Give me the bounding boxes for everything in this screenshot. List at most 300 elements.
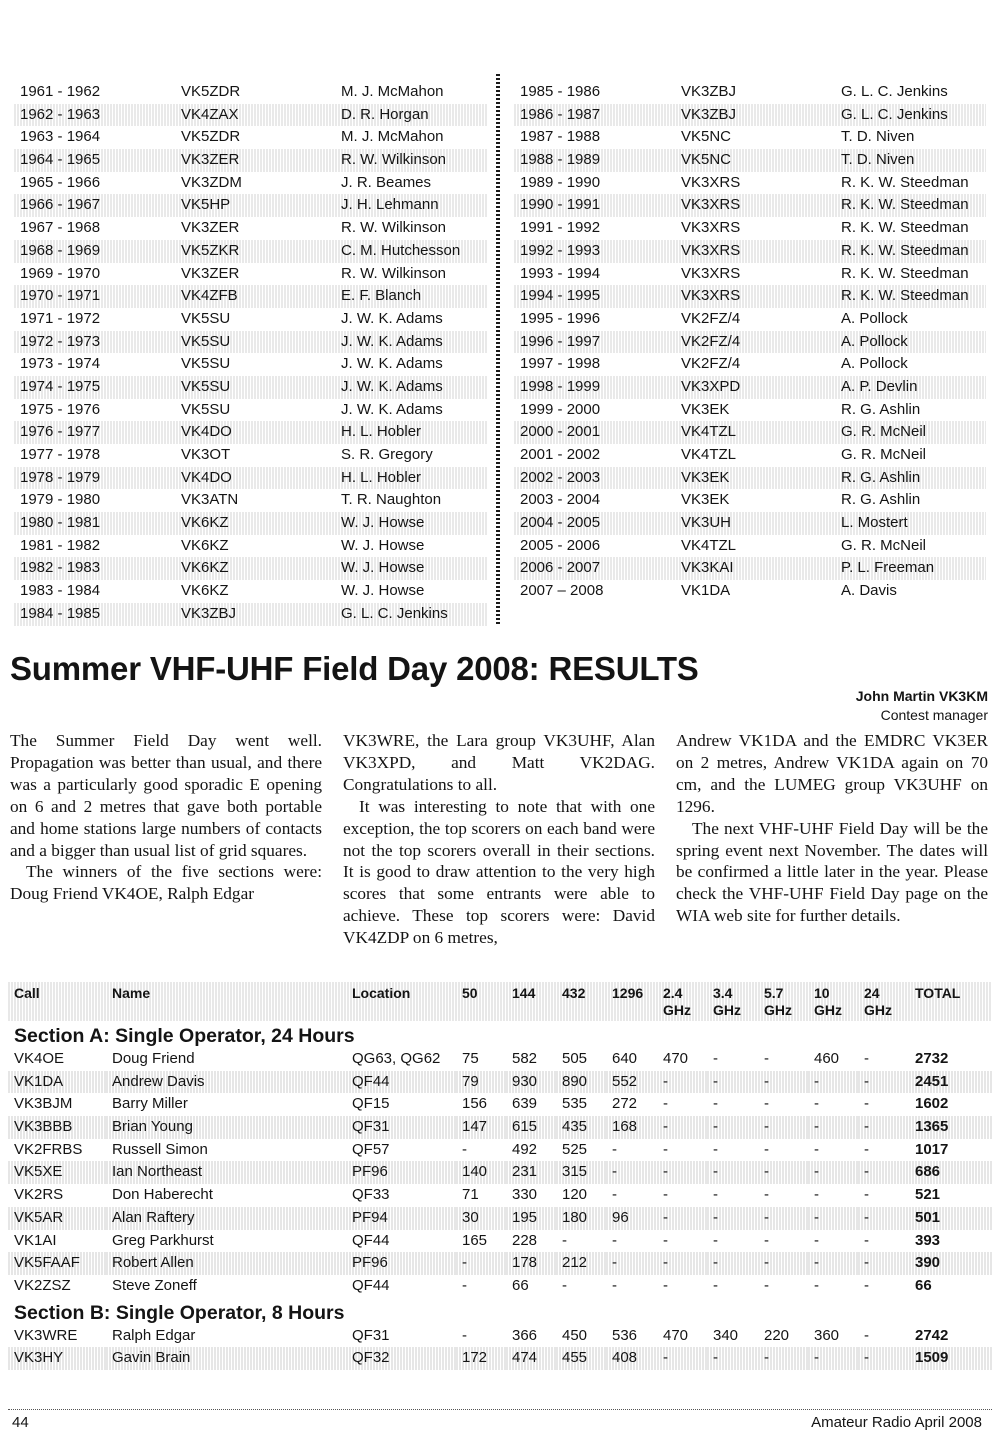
history-years: 1963 - 1964 — [20, 128, 101, 146]
history-name: G. L. C. Jenkins — [841, 105, 948, 123]
history-callsign: VK3UH — [681, 514, 732, 532]
score-cell: 474 — [506, 1347, 556, 1370]
score-cell: 639 — [512, 1095, 538, 1113]
history-row — [514, 399, 986, 422]
score-cell: 180 — [556, 1207, 606, 1230]
score-cell: - — [858, 1252, 909, 1275]
score-cell: 366 — [512, 1326, 538, 1344]
score-cell: 147 — [456, 1116, 506, 1139]
article-column-2 — [343, 730, 655, 949]
score-cell: - — [707, 1071, 758, 1094]
score-cell: 168 — [606, 1116, 657, 1139]
paragraph: VK3WRE, the Lara group VK3UHF, Alan VK3XPD, and Matt VK2DAG. Congratulations to all. — [343, 731, 655, 794]
score-cell: 165 — [462, 1231, 488, 1249]
paragraph: The winners of the five sections were: Doug Friend VK4OE, Ralph Edgar — [10, 862, 322, 904]
page-number: 44 — [12, 1414, 29, 1431]
history-callsign: VK3ZDM — [181, 173, 242, 191]
callsign-cell: VK2FRBS — [14, 1140, 83, 1158]
history-years: 1999 - 2000 — [520, 400, 601, 418]
history-row — [514, 557, 986, 580]
history-callsign: VK6KZ — [181, 514, 229, 532]
score-cell: - — [758, 1071, 808, 1094]
history-years: 1983 - 1984 — [20, 582, 101, 600]
score-cell: - — [707, 1161, 758, 1184]
score-cell: 360 — [814, 1326, 840, 1344]
history-row — [14, 489, 488, 512]
history-callsign: VK3ZBJ — [681, 83, 737, 100]
score-cell: 525 — [562, 1140, 588, 1158]
history-name: J. W. K. Adams — [341, 355, 443, 373]
history-row — [14, 353, 488, 376]
history-row — [514, 421, 986, 444]
column-header: Location — [352, 985, 411, 1001]
history-row — [514, 172, 986, 195]
score-cell: 890 — [556, 1071, 606, 1094]
score-cell: - — [663, 1276, 668, 1294]
history-years: 1964 - 1965 — [20, 151, 101, 169]
author-block — [856, 687, 988, 725]
history-years: 1997 - 1998 — [520, 355, 601, 373]
score-cell: 30 — [456, 1207, 506, 1230]
history-years: 1966 - 1967 — [20, 196, 101, 214]
table-row — [8, 1184, 992, 1207]
history-name: T. R. Naughton — [341, 491, 442, 509]
locator-cell: QF31 — [346, 1116, 456, 1139]
score-cell: - — [707, 1207, 758, 1230]
callsign-cell: VK5FAAF — [8, 1252, 106, 1275]
operator-name-cell: Greg Parkhurst — [112, 1231, 214, 1249]
article-column-3 — [676, 730, 988, 949]
article-column-1 — [10, 730, 322, 949]
total-cell: 2742 — [915, 1326, 949, 1344]
score-cell: - — [456, 1252, 506, 1275]
history-callsign: VK3ZER — [181, 151, 240, 169]
total-cell: 2451 — [909, 1071, 992, 1094]
score-cell: - — [657, 1207, 707, 1230]
score-cell: - — [858, 1071, 909, 1094]
paragraph: The Summer Field Day went well. Propagation was better than usual, and there was a particularly good sporadic E opening on 6 and 2 metres that gave both portable and home stations large numbers of contacts and a bigger than usual list of grid squares. — [10, 731, 322, 860]
score-cell: - — [808, 1071, 858, 1094]
history-name: T. D. Niven — [841, 128, 915, 146]
history-years: 1979 - 1980 — [20, 491, 101, 509]
score-cell: 408 — [606, 1347, 657, 1370]
score-cell: - — [808, 1116, 858, 1139]
history-row — [514, 535, 986, 558]
operator-name-cell: Alan Raftery — [106, 1207, 346, 1230]
results-header-row — [8, 982, 992, 1021]
history-row — [14, 421, 488, 444]
score-cell: - — [606, 1252, 657, 1275]
history-row — [14, 104, 488, 127]
results-table — [8, 982, 992, 1370]
column-header: 144 — [512, 985, 536, 1001]
history-row — [14, 603, 488, 626]
history-years: 2005 - 2006 — [520, 536, 601, 554]
history-years: 1984 - 1985 — [20, 604, 101, 622]
history-name: J. H. Lehmann — [341, 196, 439, 214]
history-years: 1978 - 1979 — [20, 468, 101, 486]
total-cell: 66 — [915, 1276, 932, 1294]
history-years: 1962 - 1963 — [20, 105, 101, 123]
column-header: Call — [14, 985, 40, 1001]
history-years: 1985 - 1986 — [520, 83, 601, 100]
callsign-cell: VK1AI — [14, 1231, 57, 1249]
callsign-cell: VK4OE — [14, 1050, 65, 1067]
score-cell: - — [864, 1326, 869, 1344]
history-years: 1989 - 1990 — [520, 173, 601, 191]
score-cell: - — [864, 1140, 869, 1158]
locator-cell: PF94 — [346, 1207, 456, 1230]
history-row — [514, 353, 986, 376]
history-name: G. L. C. Jenkins — [341, 604, 448, 622]
history-callsign: VK4DO — [181, 468, 232, 486]
history-row — [14, 535, 488, 558]
history-callsign: VK2FZ/4 — [681, 332, 741, 350]
total-cell: 1509 — [909, 1347, 992, 1370]
history-row — [14, 217, 488, 240]
history-row — [14, 194, 488, 217]
history-name: J. W. K. Adams — [341, 332, 443, 350]
operator-name-cell: Brian Young — [106, 1116, 346, 1139]
total-cell: 1602 — [915, 1095, 949, 1113]
score-cell: - — [864, 1050, 869, 1067]
history-name: H. L. Hobler — [341, 423, 422, 441]
history-years: 1987 - 1988 — [520, 128, 601, 146]
operator-name-cell: Andrew Davis — [106, 1071, 346, 1094]
history-row — [14, 580, 488, 603]
score-cell: 505 — [562, 1050, 588, 1067]
history-years: 1976 - 1977 — [20, 423, 101, 441]
history-row — [514, 512, 986, 535]
history-callsign: VK3EK — [681, 468, 730, 486]
score-cell: - — [758, 1252, 808, 1275]
history-row — [514, 489, 986, 512]
history-name: W. J. Howse — [341, 514, 425, 532]
score-cell: - — [764, 1186, 769, 1204]
history-years: 1980 - 1981 — [20, 514, 101, 532]
locator-cell: QF31 — [352, 1326, 390, 1344]
callsign-cell: VK3BJM — [14, 1095, 73, 1113]
history-name: J. W. K. Adams — [341, 309, 443, 327]
locator-cell: QF15 — [352, 1095, 390, 1113]
history-years: 1996 - 1997 — [520, 332, 601, 350]
history-callsign: VK3XRS — [681, 287, 741, 305]
history-name: A. Pollock — [841, 332, 908, 350]
history-name: J. W. K. Adams — [341, 377, 443, 395]
column-header: 10 GHz — [814, 985, 842, 1018]
score-cell: 330 — [512, 1186, 538, 1204]
history-years: 2002 - 2003 — [520, 468, 601, 486]
history-callsign: VK3XPD — [681, 377, 741, 395]
locator-cell: QF44 — [352, 1231, 390, 1249]
score-cell: - — [758, 1116, 808, 1139]
table-row — [8, 1325, 992, 1348]
history-row — [14, 81, 488, 104]
history-row — [14, 172, 488, 195]
score-cell: 231 — [506, 1161, 556, 1184]
score-cell: 272 — [612, 1095, 638, 1113]
score-cell: - — [808, 1207, 858, 1230]
history-callsign: VK5SU — [181, 332, 231, 350]
history-callsign: VK5NC — [681, 151, 732, 169]
score-cell: 75 — [462, 1050, 479, 1067]
history-years: 1973 - 1974 — [20, 355, 101, 373]
history-years: 2003 - 2004 — [520, 491, 601, 509]
history-years: 1981 - 1982 — [20, 536, 101, 554]
history-name: G. R. McNeil — [841, 446, 927, 463]
locator-cell: QF44 — [346, 1071, 456, 1094]
history-years: 1998 - 1999 — [520, 377, 601, 395]
score-cell: - — [814, 1186, 819, 1204]
history-callsign: VK5SU — [181, 400, 231, 418]
locator-cell: PF96 — [346, 1161, 456, 1184]
history-callsign: VK6KZ — [181, 559, 229, 577]
history-row — [514, 331, 986, 354]
history-years: 1991 - 1992 — [520, 219, 601, 237]
history-name: R. W. Wilkinson — [341, 151, 447, 169]
score-cell: - — [814, 1231, 819, 1249]
history-years: 1970 - 1971 — [20, 287, 101, 305]
history-name: R. G. Ashlin — [841, 468, 921, 486]
score-cell: - — [764, 1276, 769, 1294]
table-row — [8, 1161, 992, 1184]
locator-cell: QG63, QG62 — [352, 1050, 441, 1067]
score-cell: - — [808, 1347, 858, 1370]
callsign-cell: VK5XE — [8, 1161, 106, 1184]
score-cell: - — [764, 1140, 769, 1158]
score-cell: - — [657, 1071, 707, 1094]
history-years: 1965 - 1966 — [20, 173, 101, 191]
operator-name-cell: Robert Allen — [106, 1252, 346, 1275]
score-cell: 470 — [663, 1326, 689, 1344]
column-header: 5.7 GHz — [764, 985, 792, 1018]
history-callsign: VK3XRS — [681, 241, 741, 259]
history-name: W. J. Howse — [341, 582, 425, 600]
score-cell: - — [713, 1050, 718, 1067]
score-cell: - — [758, 1207, 808, 1230]
column-header: 432 — [562, 985, 586, 1001]
history-years: 1990 - 1991 — [520, 196, 601, 214]
total-cell: 1017 — [915, 1140, 949, 1158]
score-cell: - — [713, 1095, 718, 1113]
history-name: A. Pollock — [841, 355, 908, 373]
score-cell: - — [663, 1140, 668, 1158]
history-name: R. W. Wilkinson — [341, 219, 447, 237]
column-divider — [496, 74, 500, 626]
history-row — [14, 308, 488, 331]
history-name: P. L. Freeman — [841, 559, 935, 577]
history-row — [514, 217, 986, 240]
history-row — [14, 557, 488, 580]
score-cell: - — [858, 1161, 909, 1184]
history-name: G. R. McNeil — [841, 423, 927, 441]
history-name: M. J. McMahon — [341, 83, 444, 100]
section-b-heading: Section B: Single Operator, 8 Hours — [14, 1301, 345, 1324]
score-cell: - — [808, 1161, 858, 1184]
history-row — [14, 399, 488, 422]
callsign-cell: VK1DA — [8, 1071, 106, 1094]
history-years: 1967 - 1968 — [20, 219, 101, 237]
score-cell: 615 — [506, 1116, 556, 1139]
history-name: L. Mostert — [841, 514, 908, 532]
score-cell: - — [707, 1116, 758, 1139]
history-callsign: VK3XRS — [681, 173, 741, 191]
paragraph: The next VHF-UHF Field Day will be the spring event next November. The dates will be confirmed a little later in the year. Please check the VHF-UHF Field Day page on the WIA web site for further details. — [676, 818, 988, 926]
operator-name-cell: Doug Friend — [112, 1050, 195, 1067]
score-cell: - — [713, 1276, 718, 1294]
history-years: 1992 - 1993 — [520, 241, 601, 259]
history-callsign: VK6KZ — [181, 582, 229, 600]
score-cell: - — [612, 1186, 617, 1204]
history-callsign: VK2FZ/4 — [681, 309, 741, 327]
score-cell: 930 — [506, 1071, 556, 1094]
score-cell: - — [814, 1276, 819, 1294]
history-years: 1995 - 1996 — [520, 309, 601, 327]
paragraph: Andrew VK1DA and the EMDRC VK3ER on 2 metres, Andrew VK1DA again on 70 cm, and the LUMEG group VK3UHF on 1296. — [676, 731, 988, 816]
callsign-cell: VK5AR — [8, 1207, 106, 1230]
history-name: R. G. Ashlin — [841, 400, 921, 418]
operator-name-cell: Ralph Edgar — [112, 1326, 196, 1344]
history-row — [14, 285, 488, 308]
score-cell: - — [612, 1231, 617, 1249]
locator-cell: QF57 — [352, 1140, 390, 1158]
score-cell: - — [707, 1252, 758, 1275]
score-cell: 435 — [556, 1116, 606, 1139]
score-cell: - — [713, 1231, 718, 1249]
history-name: R. K. W. Steedman — [841, 196, 969, 214]
table-row — [8, 1093, 992, 1116]
score-cell: - — [764, 1050, 769, 1067]
table-row — [8, 1071, 992, 1094]
history-row — [514, 308, 986, 331]
score-cell: - — [462, 1140, 467, 1158]
score-cell: - — [713, 1140, 718, 1158]
score-cell: - — [814, 1095, 819, 1113]
score-cell: 220 — [764, 1326, 790, 1344]
article-body — [10, 730, 988, 949]
score-cell: 172 — [456, 1347, 506, 1370]
score-cell: - — [612, 1140, 617, 1158]
score-cell: - — [858, 1207, 909, 1230]
score-cell: 315 — [556, 1161, 606, 1184]
locator-cell: QF32 — [346, 1347, 456, 1370]
history-row — [514, 376, 986, 399]
history-callsign: VK5SU — [181, 355, 231, 373]
score-cell: 582 — [512, 1050, 538, 1067]
history-years: 1988 - 1989 — [520, 151, 601, 169]
score-cell: - — [462, 1326, 467, 1344]
section-a-rows — [8, 1048, 992, 1298]
history-callsign: VK3ZER — [181, 264, 240, 282]
table-row — [8, 1048, 992, 1071]
history-name: G. R. McNeil — [841, 536, 927, 554]
history-years: 1982 - 1983 — [20, 559, 101, 577]
total-cell: 2732 — [915, 1050, 949, 1067]
operator-name-cell: Barry Miller — [112, 1095, 188, 1113]
history-row — [514, 580, 986, 603]
score-cell: - — [657, 1347, 707, 1370]
score-cell: 536 — [612, 1326, 638, 1344]
history-name: W. J. Howse — [341, 559, 425, 577]
table-row — [8, 1230, 992, 1253]
history-years: 1969 - 1970 — [20, 264, 101, 282]
score-cell: 455 — [556, 1347, 606, 1370]
history-name: T. D. Niven — [841, 151, 915, 169]
history-name: C. M. Hutchesson — [341, 241, 461, 259]
table-row — [8, 1139, 992, 1162]
history-callsign: VK2FZ/4 — [681, 355, 741, 373]
score-cell: - — [808, 1252, 858, 1275]
total-cell: 521 — [915, 1186, 941, 1204]
history-name: D. R. Horgan — [341, 105, 429, 123]
column-header: 1296 — [612, 985, 644, 1001]
score-cell: 140 — [456, 1161, 506, 1184]
locator-cell: QF44 — [352, 1276, 390, 1294]
table-row — [8, 1207, 992, 1230]
history-row — [14, 444, 488, 467]
history-years: 1977 - 1978 — [20, 446, 101, 463]
locator-cell: PF96 — [346, 1252, 456, 1275]
callsign-cell: VK2ZSZ — [14, 1276, 71, 1294]
history-name: R. K. W. Steedman — [841, 173, 969, 191]
history-row — [514, 240, 986, 263]
score-cell: 66 — [512, 1276, 529, 1294]
history-years: 1975 - 1976 — [20, 400, 101, 418]
score-cell: 71 — [462, 1186, 479, 1204]
score-cell: - — [713, 1186, 718, 1204]
score-cell: - — [758, 1347, 808, 1370]
history-row — [514, 104, 986, 127]
column-header: 3.4 GHz — [713, 985, 741, 1018]
author-name: John Martin VK3KM — [855, 688, 988, 704]
score-cell: - — [858, 1347, 909, 1370]
history-name: J. W. K. Adams — [341, 400, 443, 418]
history-row — [14, 263, 488, 286]
history-callsign: VK3EK — [681, 491, 730, 509]
score-cell: - — [657, 1161, 707, 1184]
history-callsign: VK3ATN — [181, 491, 239, 509]
score-cell: - — [864, 1276, 869, 1294]
winners-history-left — [14, 81, 488, 626]
score-cell: - — [764, 1231, 769, 1249]
history-callsign: VK3ZER — [181, 219, 240, 237]
history-callsign: VK5ZKR — [181, 241, 240, 259]
operator-name-cell: Russell Simon — [112, 1140, 208, 1158]
score-cell: 212 — [556, 1252, 606, 1275]
table-row — [8, 1116, 992, 1139]
operator-name-cell: Steve Zoneff — [112, 1276, 197, 1294]
column-header: 2.4 GHz — [663, 985, 691, 1018]
callsign-cell: VK2RS — [14, 1186, 64, 1204]
history-name: R. G. Ashlin — [841, 491, 921, 509]
history-callsign: VK4DO — [181, 423, 232, 441]
history-row — [14, 240, 488, 263]
history-years: 2007 – 2008 — [520, 582, 604, 600]
score-cell: 535 — [562, 1095, 588, 1113]
score-cell: 228 — [512, 1231, 538, 1249]
section-b-rows — [8, 1325, 992, 1370]
locator-cell: QF33 — [352, 1186, 390, 1204]
history-name: R. K. W. Steedman — [841, 287, 969, 305]
history-years: 1994 - 1995 — [520, 287, 601, 305]
history-years: 2004 - 2005 — [520, 514, 601, 532]
history-callsign: VK4ZAX — [181, 105, 239, 123]
operator-name-cell: Ian Northeast — [106, 1161, 346, 1184]
callsign-cell: VK3BBB — [8, 1116, 106, 1139]
history-row — [14, 331, 488, 354]
magazine-issue: Amateur Radio April 2008 — [811, 1414, 982, 1431]
score-cell: 156 — [462, 1095, 488, 1113]
